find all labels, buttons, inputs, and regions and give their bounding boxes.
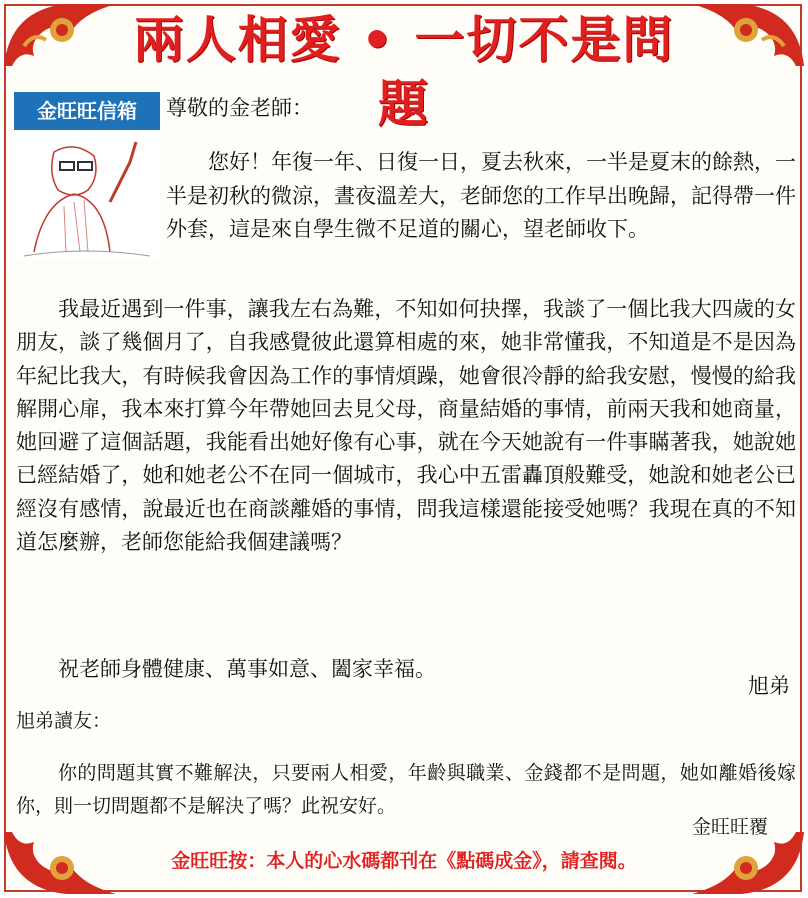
letter-paragraph: 我最近遇到一件事，讓我左右為難，不知如何抉擇，我談了一個比我大四歲的女朋友，談了幾個月了，自我感覺彼此還算相處的來，她非常懂我，不知道是不是因為年紀比我大，有時候我會因為工作的事情煩躁，她會很冷靜的給我安慰，慢慢的給我解開心扉，我本來打算今年帶她回去見父母，商量結婚的事情，前兩天我和她商量，她回避了這個話題，我能看出她好像有心事，就在今天她說有一件事瞞著我，她說她已經結婚了，她和她老公不在同一個城市，我心中五雷轟頂般難受，她說和她老公已經沒有感情，說最近也在商談離婚的事情，問我這樣還能接受她嗎？我現在真的不知道怎麼辦，老師您能給我個建議嗎？ [16,297,796,555]
letter-closing: 祝老師身體健康、萬事如意、闔家幸福。 [58,657,436,681]
letter-salutation: 尊敬的金老師： [166,96,313,120]
corner-ornament-icon [688,0,808,70]
reply-signature: 金旺旺覆 [691,816,768,838]
column-header [14,92,160,260]
column-label: 金旺旺信箱 [14,92,160,130]
editor-note: 金旺旺按：本人的心水碼都刊在《點碼成金》，請查閱。 [171,850,637,872]
corner-ornament-icon [0,0,120,70]
reply-body: 你的問題其實不難解決，只要兩人相愛，年齡與職業、金錢都不是問題，她如離婚後嫁你，則一切問題都不是解決了嗎？此祝安好。 [16,762,796,817]
columnist-portrait-icon [14,132,160,260]
letter-signature: 旭弟 [748,674,790,698]
letter-paragraph: 您好！年復一年、日復一日，夏去秋來，一半是夏末的餘熱，一半是初秋的微涼，晝夜溫差大，老師您的工作早出晚歸，記得帶一件外套，這是來自學生微不足道的關心，望老師收下。 [166,150,796,241]
reply-greeting: 旭弟讀友： [16,710,112,732]
article-title: 兩人相愛 • 一切不是問題 [133,10,675,133]
